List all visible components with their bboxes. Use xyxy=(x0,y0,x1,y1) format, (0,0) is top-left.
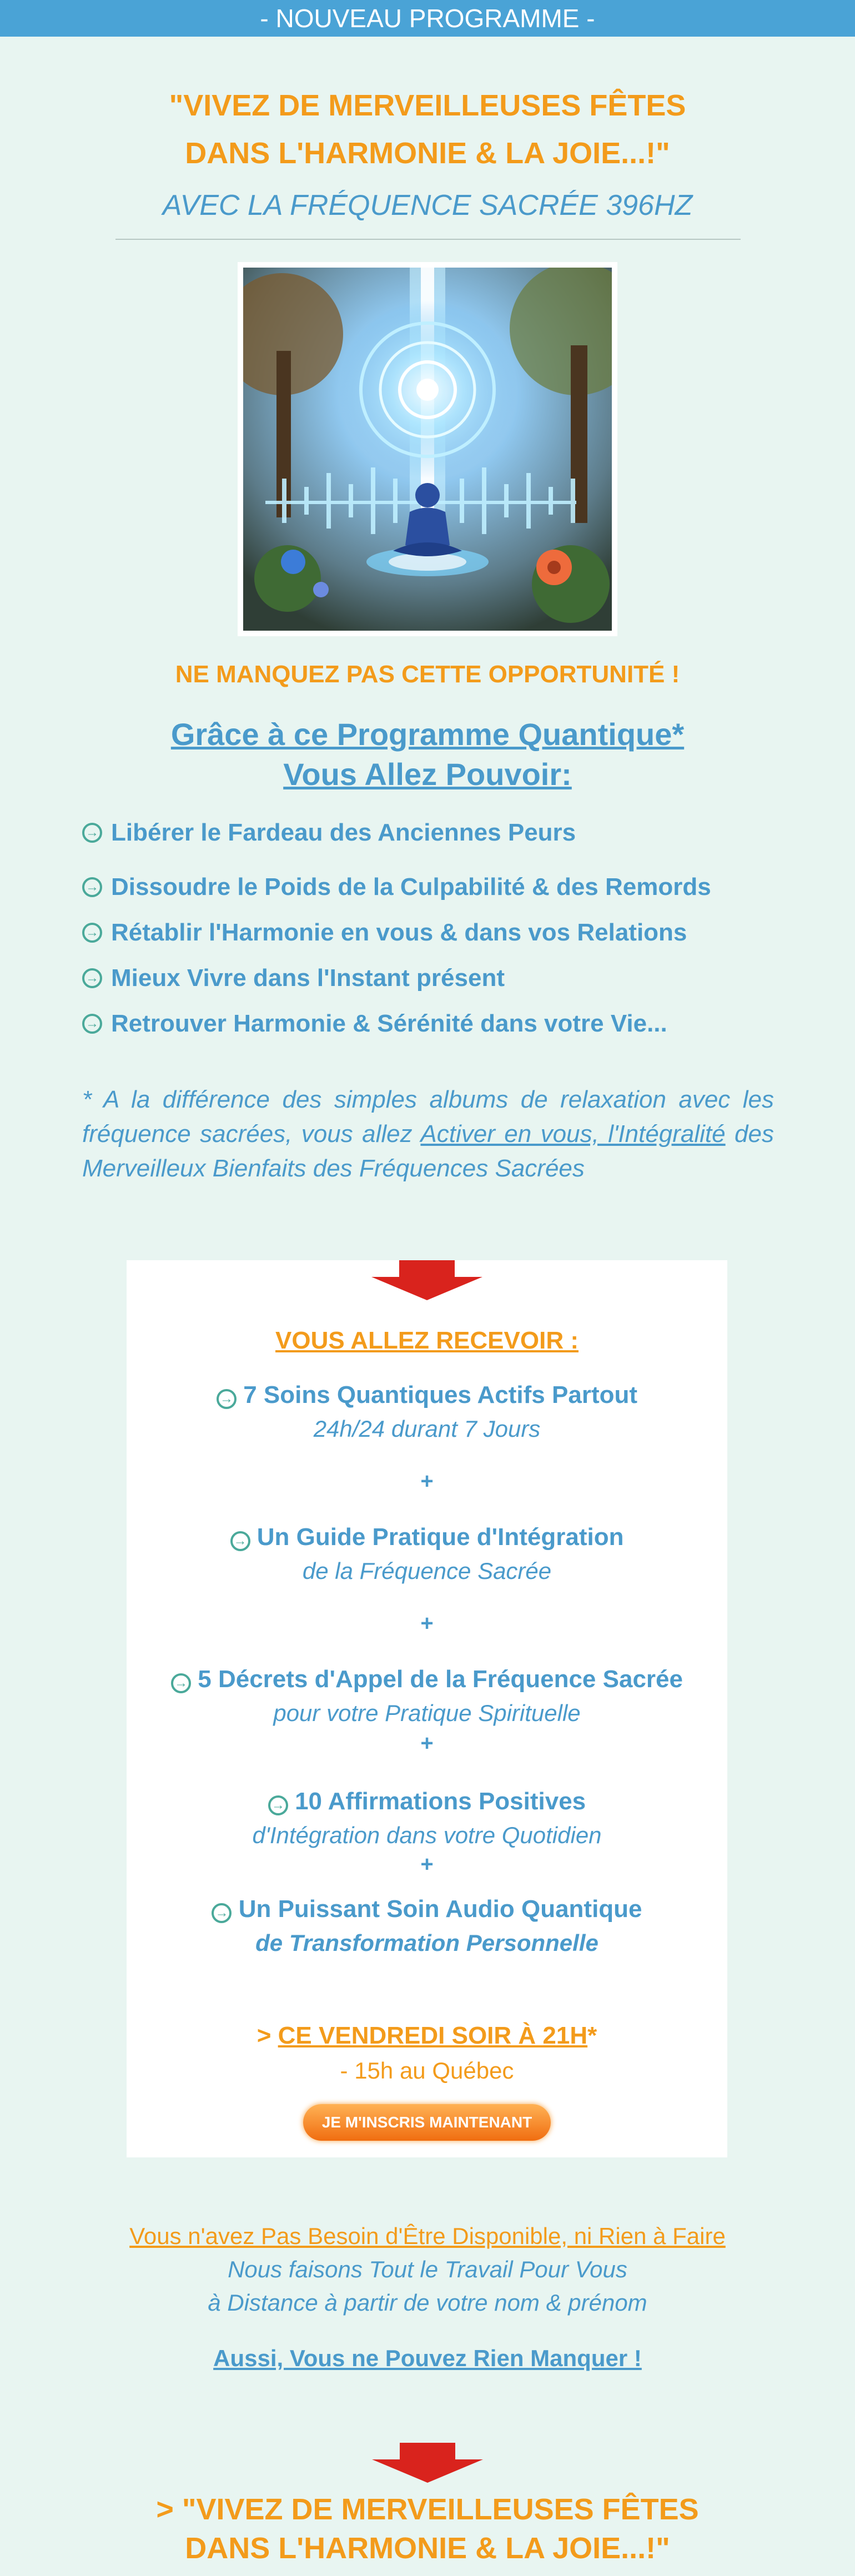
offer-item-label: 7 Soins Quantiques Actifs Partout xyxy=(243,1381,638,1408)
offer-item-title xyxy=(127,1523,727,1551)
schedule-line xyxy=(127,2022,727,2050)
circle-arrow-icon: → xyxy=(217,1389,237,1409)
note-text-after: des Merveilleux Bienfaits des Fréquences Sacrées xyxy=(82,1120,774,1182)
benefit-label: Retrouver Harmonie & Sérénité dans votre Vie... xyxy=(111,1010,667,1037)
plus-separator: + xyxy=(420,1852,434,1876)
no-miss-line[interactable]: Aussi, Vous ne Pouvez Rien Manquer ! xyxy=(213,2345,642,2371)
circle-arrow-icon: → xyxy=(268,1795,288,1815)
circle-arrow-icon: → xyxy=(230,1531,250,1551)
schedule-note: - 15h au Québec xyxy=(340,2057,514,2084)
divider xyxy=(115,239,741,240)
benefit-label: Dissoudre le Poids de la Culpabilité & des Remords xyxy=(111,873,711,900)
circle-arrow-icon: → xyxy=(82,1014,102,1034)
schedule-prefix: > xyxy=(256,2022,278,2049)
no-action-line[interactable]: Vous n'avez Pas Besoin d'Être Disponible, ni Rien à Faire xyxy=(129,2223,726,2249)
program-note xyxy=(82,1083,774,1186)
headline-subtitle: AVEC LA FRÉQUENCE SACRÉE 396HZ xyxy=(162,189,693,222)
circle-arrow-icon: → xyxy=(171,1673,191,1693)
red-down-arrow-icon xyxy=(372,2443,483,2483)
plus-separator: + xyxy=(420,1731,434,1755)
offer-item-subtitle: de Transformation Personnelle xyxy=(255,1930,598,1956)
schedule-suffix: * xyxy=(587,2022,597,2049)
final-headline-line-2[interactable]: DANS L'HARMONIE & LA JOIE...!" xyxy=(185,2532,670,2565)
offer-item-subtitle: d'Intégration dans votre Quotidien xyxy=(252,1822,602,1848)
circle-arrow-icon: → xyxy=(82,923,102,943)
offer-item-title xyxy=(127,1895,727,1923)
note-text-before: * A la différence des simples albums de relaxation avec les fréquence sacrées, vous allez xyxy=(82,1086,774,1148)
offer-item-title xyxy=(127,1381,727,1409)
offer-heading: VOUS ALLEZ RECEVOIR : xyxy=(275,1327,579,1354)
note-link[interactable]: Activer en vous, l'Intégralité xyxy=(420,1120,726,1148)
circle-arrow-icon: → xyxy=(82,877,102,897)
benefit-label: Libérer le Fardeau des Anciennes Peurs xyxy=(111,819,576,846)
offer-item-label: 5 Décrets d'Appel de la Fréquence Sacrée xyxy=(198,1666,683,1693)
offer-item-subtitle: 24h/24 durant 7 Jours xyxy=(313,1416,541,1442)
program-banner: - NOUVEAU PROGRAMME - xyxy=(0,0,855,37)
list-item xyxy=(82,816,576,849)
circle-arrow-icon: → xyxy=(82,823,102,843)
list-item xyxy=(82,871,711,904)
distance-line: à Distance à partir de votre nom & prénom xyxy=(208,2290,647,2316)
offer-item-subtitle: de la Fréquence Sacrée xyxy=(302,1558,552,1584)
final-headline-line-1[interactable]: > "VIVEZ DE MERVEILLEUSES FÊTES xyxy=(156,2493,699,2526)
meditation-illustration xyxy=(243,268,612,631)
circle-arrow-icon: → xyxy=(82,968,102,988)
offer-item-label: 10 Affirmations Positives xyxy=(295,1788,586,1815)
hero-image xyxy=(238,262,617,636)
list-item xyxy=(82,916,687,949)
plus-separator: + xyxy=(420,1469,434,1493)
offer-item-subtitle: pour votre Pratique Spirituelle xyxy=(273,1700,581,1726)
offer-item-label: Un Guide Pratique d'Intégration xyxy=(256,1523,624,1551)
offer-item-title xyxy=(127,1788,727,1815)
schedule-link[interactable]: CE VENDREDI SOIR À 21H xyxy=(278,2022,588,2049)
offer-item-title xyxy=(127,1666,727,1693)
opportunity-heading: NE MANQUEZ PAS CETTE OPPORTUNITÉ ! xyxy=(175,661,680,688)
benefit-label: Mieux Vivre dans l'Instant présent xyxy=(111,964,505,992)
program-title-line-1: Grâce à ce Programme Quantique* xyxy=(170,717,685,752)
list-item xyxy=(82,1007,667,1040)
circle-arrow-icon: → xyxy=(212,1903,232,1923)
offer-item-label: Un Puissant Soin Audio Quantique xyxy=(238,1895,642,1923)
work-line: Nous faisons Tout le Travail Pour Vous xyxy=(228,2256,627,2282)
plus-separator: + xyxy=(420,1611,434,1636)
benefit-label: Rétablir l'Harmonie en vous & dans vos Relations xyxy=(111,919,687,946)
headline-line-1: "VIVEZ DE MERVEILLEUSES FÊTES xyxy=(169,89,686,122)
subscribe-button[interactable]: JE M'INSCRIS MAINTENANT xyxy=(303,2104,551,2141)
headline-line-2: DANS L'HARMONIE & LA JOIE...!" xyxy=(185,137,670,170)
offer-card xyxy=(127,1260,727,2157)
red-down-arrow-icon xyxy=(127,1260,727,1300)
program-title-line-2: Vous Allez Pouvoir: xyxy=(283,757,572,792)
list-item xyxy=(82,962,505,995)
